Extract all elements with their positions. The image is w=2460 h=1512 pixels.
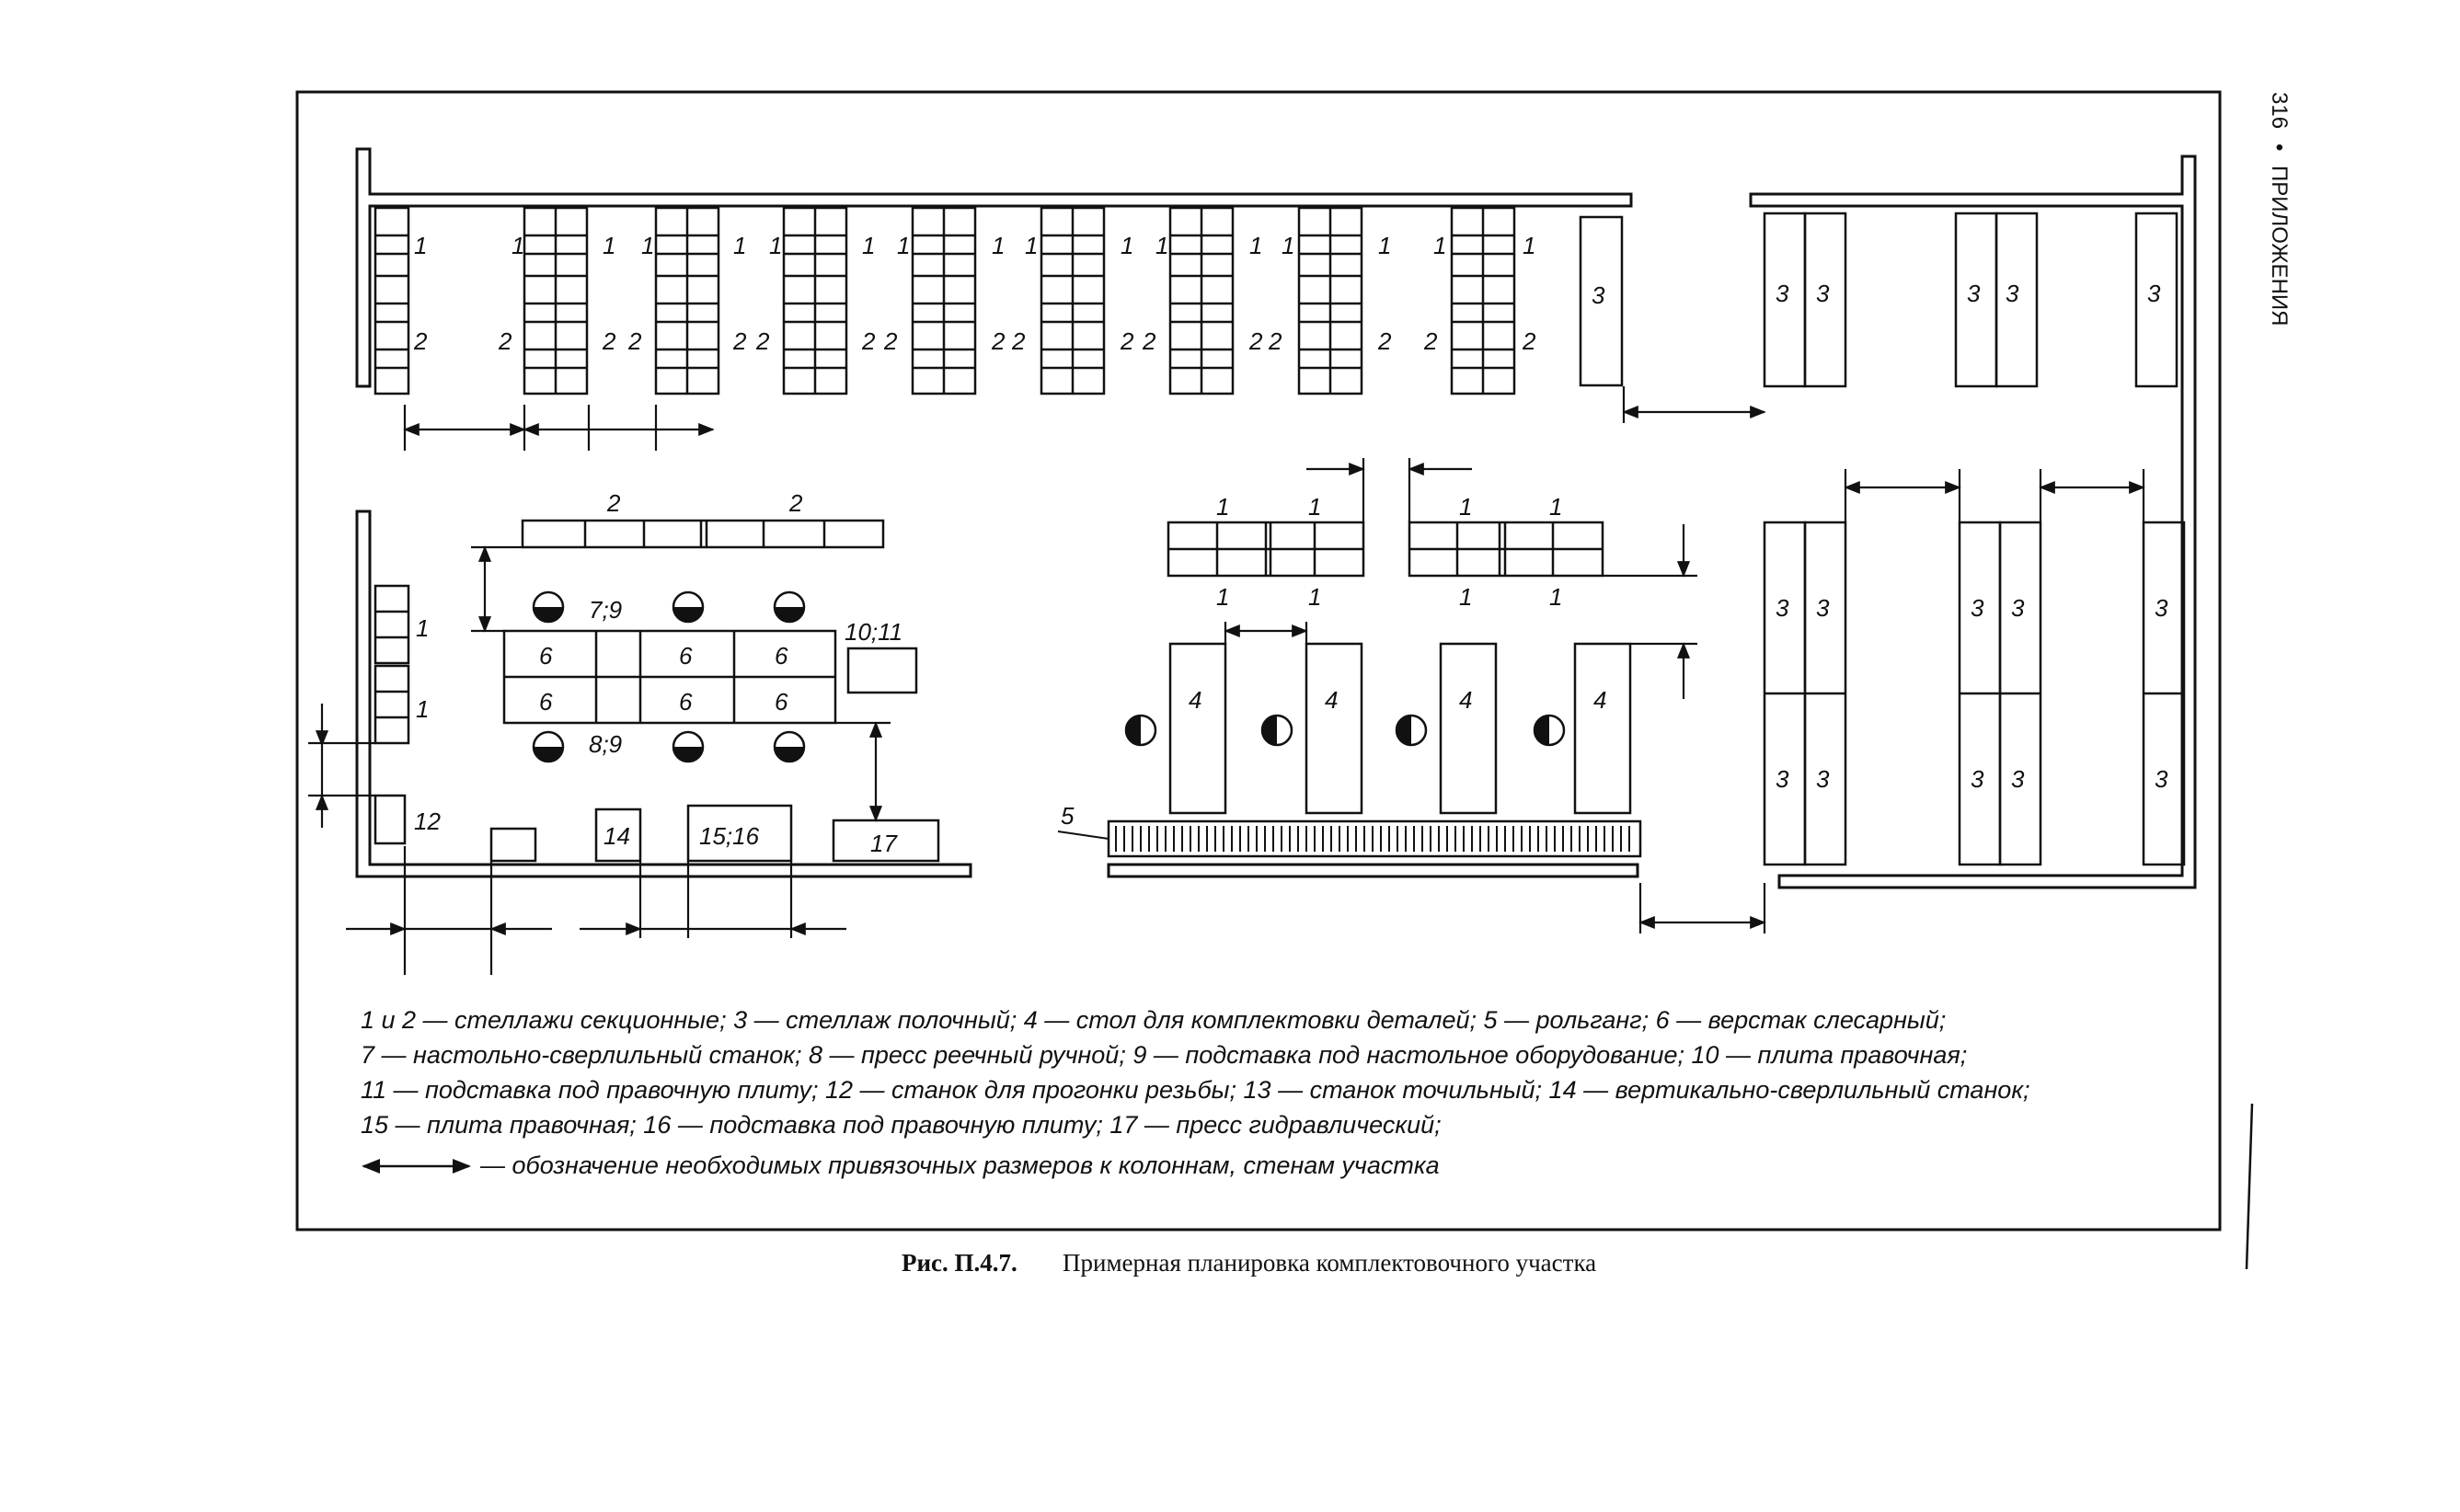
plan-label: 1 [1121,232,1134,259]
plan-label: 2 [756,327,770,355]
plan-label: 1 [1308,493,1322,521]
shelf-rack-label: 3 [2147,280,2161,307]
legend-line-3: 11 — подставка под правочную плиту; 12 — станок для прогонки резьбы; 13 — станок точильный; 14 — вертикально-сверлильный станок; [361,1076,2030,1104]
shelf-rack-label: 3 [2011,594,2025,622]
plan-label: 1 [862,232,876,259]
plan-label: 2 [607,489,621,517]
label-press-stands: 8;9 [589,730,623,758]
plan-label: 1 [1378,232,1392,259]
plan-label: 1 [769,232,783,259]
thread-machine [375,796,405,843]
shelf-rack-label: 3 [2155,765,2168,793]
plan-label: 2 [1424,327,1438,355]
shelf-rack-label: 3 [1971,765,1984,793]
plan-label: 1 [1523,232,1536,259]
shelf-racks [1581,213,2184,865]
plan-label: 1 [1433,232,1447,259]
workbench-label: 6 [775,688,788,716]
section-title: ПРИЛОЖЕНИЯ [2267,166,2292,326]
stool-icon [1535,716,1564,745]
plan-label: 2 [1269,327,1282,355]
workbench-label: 6 [539,642,553,670]
label-conveyor: 5 [1061,802,1075,830]
legend-line-1: 1 и 2 — стеллажи секционные; 3 — стеллаж полочный; 4 — стол для комплектовки деталей; 5 — рольганг; 6 — верстак слесарный; [361,1006,1947,1034]
upper-rack-row [375,208,1514,394]
assembly-table-label: 4 [1593,686,1607,714]
straightening-plate [848,648,916,693]
plan-label: 1 [416,695,430,723]
plan-label: 2 [992,327,1006,355]
shelf-rack-label: 3 [1967,280,1981,307]
plan-label: 1 [414,232,428,259]
plan-label: 1 [1249,232,1263,259]
plan-label: 2 [733,327,747,355]
shelf-rack-label: 3 [2006,280,2019,307]
plan-label: 1 [1459,583,1473,611]
stool-icon [1262,716,1292,745]
stool-icon [673,592,703,622]
label-plate-stand: 15;16 [699,822,760,850]
page-number: 316 [2267,92,2292,130]
plan-label: 2 [1249,327,1263,355]
stool-icon [673,732,703,762]
plan-label: 2 [499,327,512,355]
shelf-rack-label: 3 [1816,594,1830,622]
workbench-label: 6 [539,688,553,716]
left-section-racks [375,586,408,843]
assembly-table-label: 4 [1325,686,1339,714]
plan-label: 1 [1549,583,1563,611]
stool-icon [775,592,804,622]
stool-icon [1126,716,1155,745]
stool-icon [534,732,563,762]
caption-title: Примерная планировка комплектовочного участка [1063,1249,1597,1277]
assembly-table-label: 4 [1189,686,1202,714]
header-bullet: • [2267,143,2292,152]
shelf-rack-label: 3 [1816,765,1830,793]
shelf-rack-label: 3 [1816,280,1830,307]
legend-line-5: — обозначение необходимых привязочных размеров к колоннам, стенам участка [480,1151,1440,1179]
plan-labels [414,596,1075,857]
shelf-rack-label: 3 [1592,281,1605,309]
shelf-rack-label: 3 [1776,594,1789,622]
plan-label: 2 [414,327,428,355]
stool-icon [1397,716,1426,745]
label-drill-stands: 7;9 [589,596,623,624]
plan-label: 1 [1025,232,1039,259]
roller-conveyor [1109,821,1640,856]
plan-label: 2 [789,489,803,517]
middle-racks-1 [1168,522,1603,576]
plan-label: 1 [416,614,430,642]
workbench-label: 6 [775,642,788,670]
page-header [2267,92,2292,326]
stool-icon [534,592,563,622]
stool-icon [775,732,804,762]
plan-label: 1 [733,232,747,259]
shelf-rack-label: 3 [2011,765,2025,793]
plan-label: 2 [1378,327,1392,355]
shelf-rack-label: 3 [1776,765,1789,793]
walls [357,149,2195,888]
horizontal-racks-2 [523,521,883,547]
plan-label: 1 [992,232,1006,259]
repeated-plan-labels [413,232,2168,793]
label-hydraulic-press: 17 [870,830,897,857]
legend [361,1006,2030,1179]
label-thread-machine: 12 [414,808,441,835]
plan-label: 2 [1523,327,1536,355]
legend-line-4: 15 — плита правочная; 16 — подставка под правочную плиту; 17 — пресс гидравлический; [361,1111,1442,1139]
workbench-label: 6 [679,642,693,670]
plan-label: 2 [628,327,642,355]
shelf-rack-label: 3 [1971,594,1984,622]
label-vertical-drill: 14 [604,822,630,850]
grinding-machine [491,829,535,861]
plan-label: 1 [897,232,911,259]
conveyor-leader [1058,831,1109,839]
plan-label: 2 [862,327,876,355]
figure-caption [902,1249,1596,1277]
plan-label: 1 [1459,493,1473,521]
shelf-rack-label: 3 [1776,280,1789,307]
plan-label: 1 [1216,493,1230,521]
margin-rule [2247,1104,2252,1269]
plan-label: 2 [603,327,616,355]
plan-label: 1 [1282,232,1295,259]
plan-label: 1 [641,232,655,259]
plan-label: 1 [603,232,616,259]
plan-label: 1 [512,232,525,259]
legend-line-2: 7 — настольно-сверлильный станок; 8 — пресс реечный ручной; 9 — подставка под настольное оборудование; 10 — плита правочная; [361,1041,1968,1069]
plan-label: 2 [884,327,898,355]
plan-label: 1 [1308,583,1322,611]
plan-label: 1 [1549,493,1563,521]
shelf-rack-label: 3 [2155,594,2168,622]
label-straightening-plate: 10;11 [845,618,903,646]
workbench-label: 6 [679,688,693,716]
plan-label: 2 [1143,327,1156,355]
plan-label: 2 [1012,327,1026,355]
plan-label: 1 [1155,232,1169,259]
caption-number: Рис. П.4.7. [902,1249,1017,1277]
plan-label: 1 [1216,583,1230,611]
assembly-table-label: 4 [1459,686,1473,714]
plan-label: 2 [1121,327,1134,355]
